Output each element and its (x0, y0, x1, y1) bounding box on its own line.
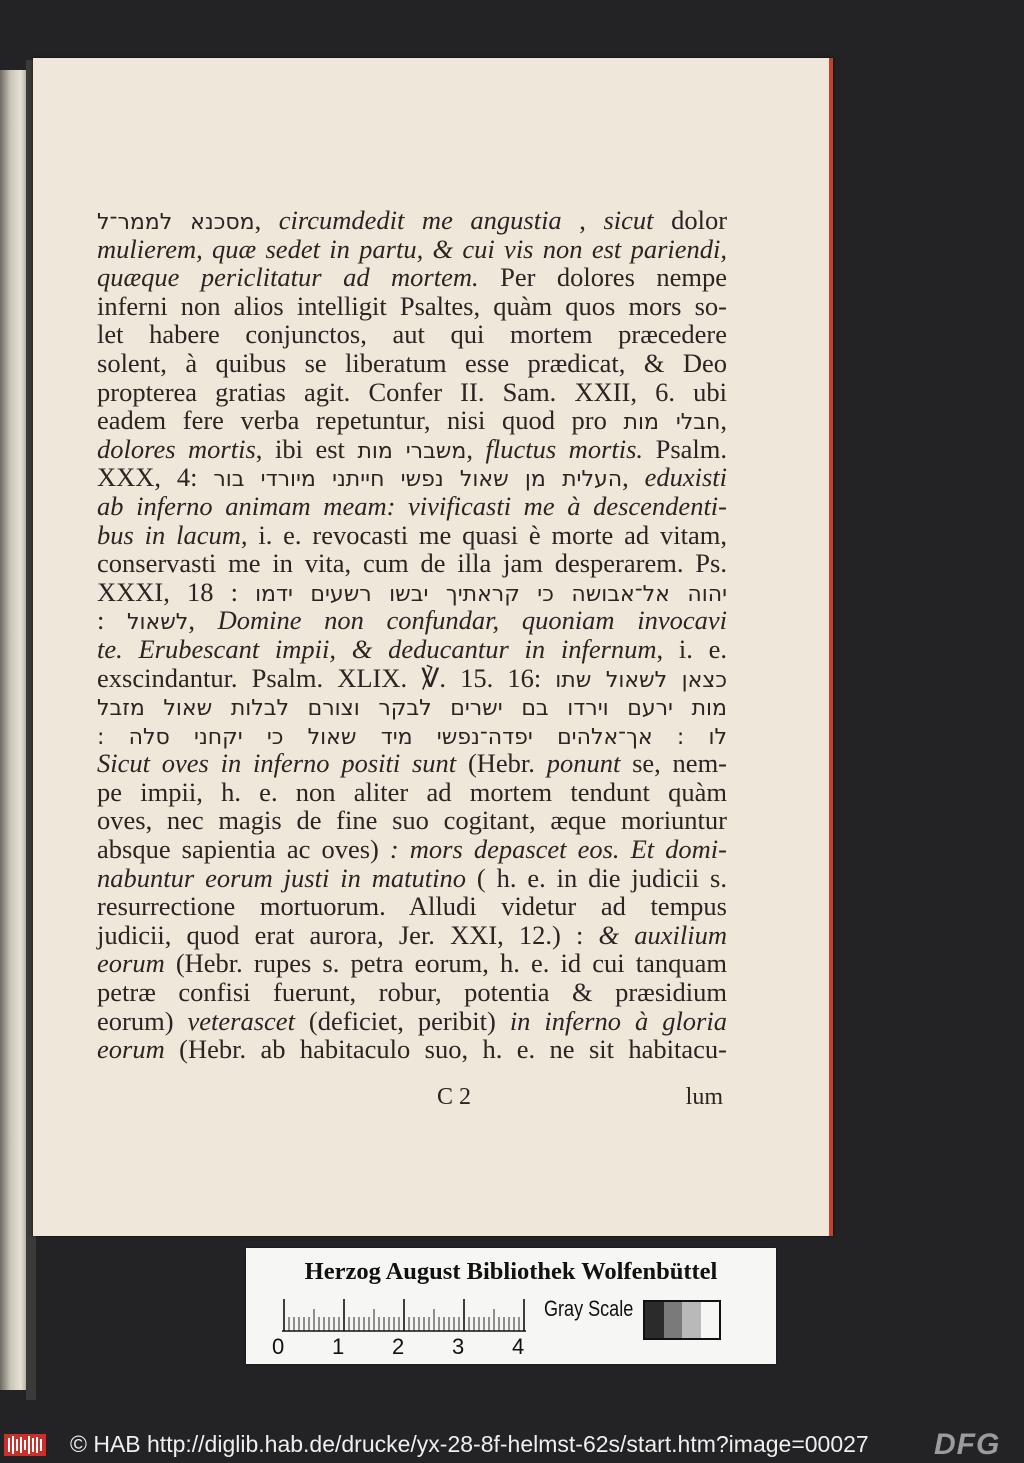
roman-text: petræ confisi fuerunt, robur, potentia & præsidium (97, 977, 727, 1008)
ruler-number: 1 (332, 1334, 345, 1359)
roman-text: ( h. e. in die judicii s. (465, 862, 727, 893)
text-line (97, 235, 727, 264)
book-page (33, 58, 833, 1236)
hab-barcode-logo-icon (4, 1434, 46, 1456)
text-line (97, 349, 727, 378)
roman-text: , (466, 433, 486, 464)
ruler-number: 2 (392, 1334, 405, 1359)
text-line (97, 721, 727, 750)
ruler-number: 3 (452, 1334, 465, 1359)
italic-text: & auxilium (598, 919, 727, 950)
text-line (97, 1035, 727, 1064)
italic-text: bus in lacum, (97, 519, 248, 550)
text-line (97, 949, 727, 978)
grayscale-label: Gray Scale (544, 1296, 634, 1321)
roman-text: propterea gratias agit. Confer II. Sam. XXII, 6. ubi (97, 376, 727, 407)
roman-text: : (97, 605, 128, 636)
text-line (97, 892, 727, 921)
text-line (97, 578, 727, 607)
hebrew-text: כצאן לשאול שתו (555, 667, 727, 693)
roman-text: oves, nec magis de fine suo cogitant, æque moriuntur (97, 805, 727, 836)
roman-text: XXX, 4: (97, 462, 214, 493)
text-line (97, 778, 727, 807)
ruler-number: 4 (512, 1334, 525, 1359)
italic-text: eorum (97, 948, 165, 979)
text-line (97, 521, 727, 550)
roman-text: se, nem- (620, 748, 728, 779)
roman-text: let habere conjunctos, aut qui mortem præcedere (97, 319, 727, 350)
italic-text: veterascet (187, 1005, 295, 1036)
italic-text: fluctus mortis. (485, 433, 644, 464)
hebrew-text: לו : אך־אלהים יפדה־נפשי מיד שאול כי יקחני סלה : (97, 724, 727, 750)
text-line (97, 492, 727, 521)
hebrew-text: יהוה אל־אבושה כי קראתיך יבשו רשעים ידמו (255, 581, 727, 607)
roman-text: Psalm. (643, 433, 727, 464)
roman-text: , (561, 205, 604, 235)
text-line (97, 206, 727, 235)
text-line (97, 292, 727, 321)
hebrew-text: חבלי מות (623, 410, 721, 436)
text-line (97, 664, 727, 693)
roman-text: (Hebr. rupes s. petra eorum, h. e. id cui tanquam (164, 948, 727, 979)
italic-text: Sicut oves in inferno positi sunt (97, 748, 457, 779)
text-line (97, 1007, 727, 1036)
roman-text: , i. e. (656, 633, 728, 664)
ruler-number: 0 (272, 1334, 285, 1359)
grayscale-swatches (643, 1300, 721, 1340)
roman-text: resurrectione mortuorum. Alludi videtur ad tempus (97, 891, 727, 922)
text-line (97, 921, 727, 950)
roman-text: Per dolores nempe (478, 262, 727, 293)
roman-text: , (188, 605, 218, 636)
viewer-footer-bar (0, 1428, 1024, 1463)
page-footer (97, 1084, 727, 1112)
gray-swatch (664, 1302, 683, 1338)
library-name: Herzog August Bibliothek Wolfenbüttel (304, 1258, 718, 1285)
text-line (97, 435, 727, 464)
roman-text: pe impii, h. e. non aliter ad mortem tendunt quàm (97, 776, 727, 807)
roman-text: eorum) (97, 1005, 188, 1036)
roman-text: absque sapientia ac oves) (97, 834, 390, 865)
roman-text: , (720, 405, 727, 436)
text-line (97, 806, 727, 835)
roman-text: inferni non alios intelligit Psaltes, quàm quos mors so- (97, 290, 727, 321)
roman-text: (deficiet, peribit) (294, 1005, 510, 1036)
library-label-card (246, 1248, 776, 1364)
italic-text: eorum (97, 1034, 165, 1065)
hebrew-text: משברי מות (357, 438, 467, 464)
italic-text: quæque periclitatur ad mortem. (97, 262, 479, 293)
italic-text: circumdedit me angustia (278, 205, 562, 235)
italic-text: eduxisti (644, 462, 727, 493)
roman-text: exscindantur. Psalm. XLIX. ℣. 15. 16: (97, 662, 556, 693)
text-line (97, 263, 727, 292)
text-line (97, 635, 727, 664)
gray-swatch (682, 1302, 701, 1338)
roman-text: , (622, 462, 645, 493)
italic-text: te. Erubescant impii, & deducantur in infernum (97, 633, 657, 664)
italic-text: ponunt (546, 748, 621, 779)
roman-text: XXXI, 18 : (97, 576, 256, 607)
catchword: lum (685, 1084, 723, 1110)
text-line (97, 749, 727, 778)
text-line (97, 463, 727, 492)
text-line (97, 692, 727, 721)
text-line (97, 835, 727, 864)
roman-text: judicii, quod erat aurora, Jer. XXI, 12.) : (97, 919, 599, 950)
italic-text: sicut (603, 205, 654, 235)
text-line (97, 320, 727, 349)
text-line (97, 549, 727, 578)
roman-text: i. e. revocasti me quasi è morte ad vitam, (247, 519, 727, 550)
text-line (97, 406, 727, 435)
roman-text: eadem fere verba repetuntur, nisi quod pro (97, 405, 624, 436)
gray-swatch (701, 1302, 720, 1338)
italic-text: ab inferno animam meam: vivificasti me à descendenti- (97, 490, 727, 521)
copyright-link[interactable]: © HAB http://diglib.hab.de/drucke/yx-28-8f-helmst-62s/start.htm?image=00027 (70, 1431, 869, 1457)
hebrew-text: מות ירעם וירדו בם ישרים לבקר וצורם לבלות שאול מזבל (97, 696, 727, 722)
hebrew-text: מסכנא לממר־ל (97, 210, 255, 235)
italic-text: in inferno à gloria (509, 1005, 727, 1036)
italic-text: mulierem, quæ sedet in partu, & cui vis non est pariendi, (97, 233, 727, 264)
hebrew-text: העלית מן שאול נפשי חייתני מיורדי בור (213, 467, 623, 493)
text-line (97, 378, 727, 407)
italic-text: : mors depascet eos. Et domi- (389, 834, 727, 865)
italic-text: dolores mortis (97, 433, 256, 464)
signature-mark: C 2 (437, 1084, 472, 1110)
hebrew-text: לשאול (127, 610, 189, 636)
text-line (97, 606, 727, 635)
gray-swatch (645, 1302, 664, 1338)
ruler-numbers (272, 1334, 552, 1360)
text-line (97, 864, 727, 893)
dfg-logo: DFG (934, 1428, 1001, 1461)
adjacent-page-edge (0, 70, 26, 1390)
italic-text: Domine non confundar, quoniam invocavi (217, 605, 727, 636)
roman-text: (Hebr. ab habitaculo suo, h. e. ne sit habitacu- (164, 1034, 727, 1065)
italic-text: nabuntur eorum justi in matutino (97, 862, 466, 893)
roman-text: dolor (653, 205, 728, 235)
roman-text: , ibi est (255, 433, 358, 464)
page-text (97, 206, 727, 1064)
text-line (97, 978, 727, 1007)
roman-text: solent, à quibus se liberatum esse prædicat, & Deo (97, 347, 727, 378)
scale-ruler (282, 1298, 526, 1332)
roman-text: (Hebr. (456, 748, 547, 779)
roman-text: conservasti me in vita, cum de illa jam desperarem. Ps. (97, 548, 727, 579)
roman-text: , (254, 205, 279, 235)
